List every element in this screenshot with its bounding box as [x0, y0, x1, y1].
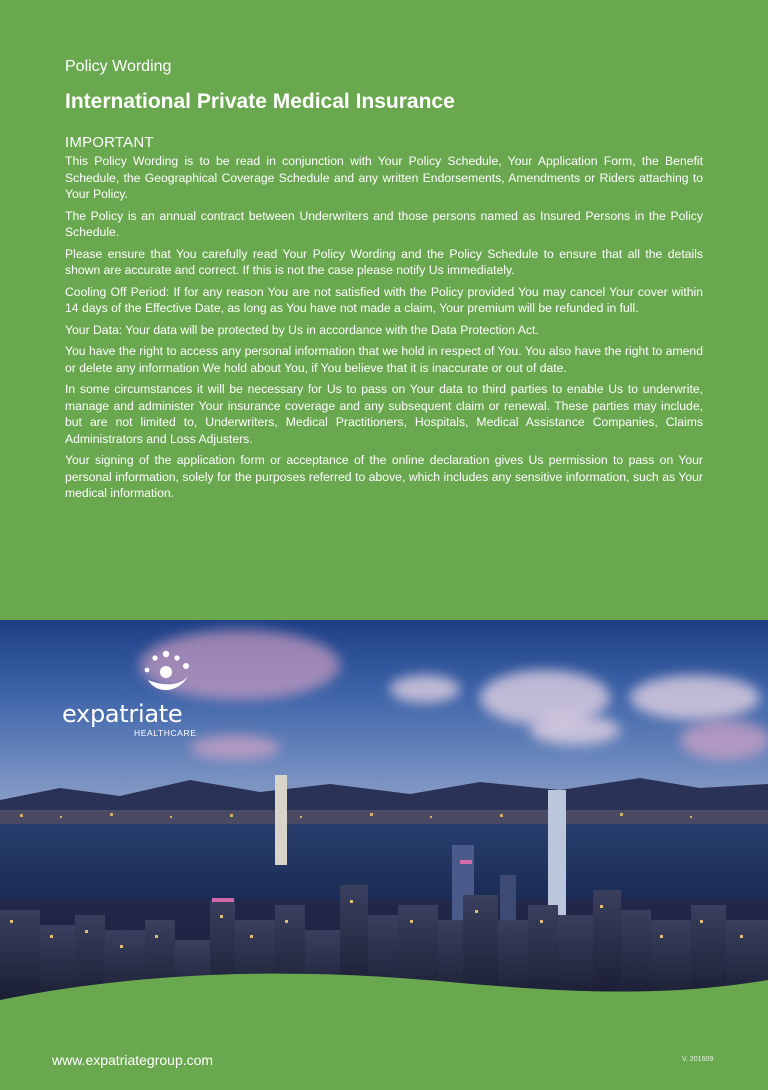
- logo-wordmark: expatriate: [62, 700, 183, 728]
- paragraph-policy-documents: This Policy Wording is to be read in conjunction with Your Policy Schedule, Your Application Form, the Benefit Schedule, the Geographical Coverage Schedule and any written Endorsements, Amendments or Riders attaching to Your Policy.: [65, 154, 703, 201]
- document-title: International Private Medical Insurance: [65, 90, 455, 113]
- logo-subtitle: HEALTHCARE: [134, 728, 197, 738]
- important-heading: IMPORTANT: [65, 134, 154, 151]
- paragraph-third-parties: In some circumstances it will be necessary for Us to pass on Your data to third parties to enable Us to underwrite, manage and administer Your insurance coverage and any subsequent claim or renewal. These parties may include, but are not limited to, Underwriters, Medical Practitioners, Hospitals, Medical Assistance Companies, Claims Administrators and Loss Adjusters.: [65, 382, 703, 446]
- green-wave-divider: [0, 620, 768, 1020]
- paragraph-consent: Your signing of the application form or acceptance of the online declaration gives Us permission to pass on Your personal information, solely for the purposes referred to above, which includes any sensitive information, such as Your medical information.: [65, 453, 703, 500]
- logo-people-icon: [144, 650, 194, 696]
- paragraph-cooling-off: Cooling Off Period: If for any reason You are not satisfied with the Policy provided You may cancel Your cover within 14 days of the Effective Date, as long as You have not made a claim, Your premium will be refunded in full.: [65, 284, 703, 315]
- paragraph-annual-contract: The Policy is an annual contract between Underwriters and those persons named as Insured Persons in the Policy Schedule.: [65, 208, 703, 239]
- paragraph-access-rights: You have the right to access any personal information that we hold in respect of You. You also have the right to amend or delete any information We hold about You, if You believe that it is inaccurate or out of date.: [65, 344, 703, 375]
- city-skyline-photo: [0, 620, 768, 1020]
- website-link[interactable]: www.expatriategroup.com: [52, 1052, 214, 1068]
- paragraph-check-details: Please ensure that You carefully read Your Policy Wording and the Policy Schedule to ensure that all the details shown are accurate and correct. If this is not the case please notify Us immediately.: [65, 246, 703, 277]
- document-kicker: Policy Wording: [65, 58, 172, 75]
- policy-content: [65, 58, 703, 507]
- version-label: V. 201609: [682, 1056, 714, 1063]
- paragraph-your-data: Your Data: Your data will be protected by Us in accordance with the Data Protection Act.: [65, 322, 539, 337]
